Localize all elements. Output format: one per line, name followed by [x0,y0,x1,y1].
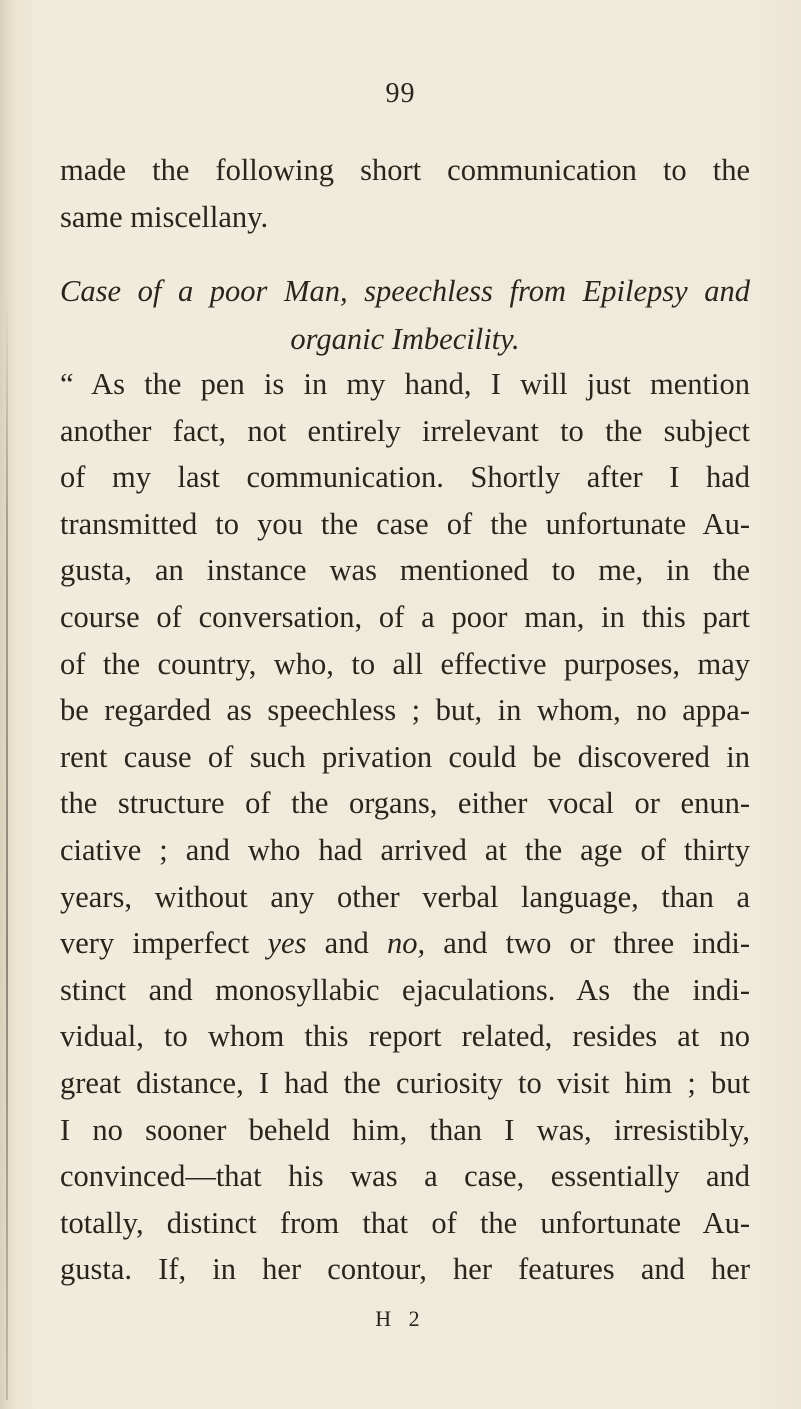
text-line: ciative ; and who had arrived at the age of thirty [60,832,750,867]
text-line: gusta, an instance was mentioned to me, in the [60,553,750,588]
text-line: years, without any other verbal language, than a [60,879,750,914]
text-line: another fact, not entirely irrelevant to the subject [60,413,750,448]
text-line: gusta. If, in her contour, her features and her [60,1252,750,1287]
text-line: be regarded as speechless ; but, in whom, no appa- [60,693,750,728]
text-fragment: and two or three indi- [425,926,750,961]
text-line-yes-no [60,920,750,967]
heading-line: organic Imbecility. [290,322,520,356]
text-line: rent cause of such privation could be discovered in [60,739,750,774]
text-line: vidual, to whom this report related, resides at no [60,1019,750,1054]
text-line: stinct and monosyllabic ejaculations. As the indi- [60,972,750,1007]
text-line: I no sooner beheld him, than I was, irresistibly, [60,1112,750,1147]
signature-mark: H 2 [375,1306,426,1331]
text-line: of my last communication. Shortly after I had [60,460,750,495]
text-line: made the following short communication to the [60,153,750,187]
text-line: totally, distinct from that of the unfortunate Au- [60,1205,750,1240]
text-line: of the country, who, to all effective purposes, may [60,646,750,681]
page-number: 99 [385,78,416,109]
text-line: same miscellany. [60,199,269,234]
italic-no: no, [386,926,426,961]
heading-line: Case of a poor Man, speechless from Epilepsy and [60,274,750,308]
text-fragment: and [306,926,387,961]
text-line: course of conversation, of a poor man, in this part [60,599,750,634]
text-line: transmitted to you the case of the unfortunate Au- [60,506,750,541]
gutter-shadow [6,300,8,1400]
text-line: convinced—that his was a case, essentially and [60,1159,750,1194]
body-paragraph [60,361,750,1293]
text-line: the structure of the organs, either vocal or enun- [60,786,750,821]
intro-paragraph [60,147,750,240]
text-fragment: very imperfect [60,926,268,961]
case-heading [60,267,750,363]
italic-yes: yes [267,926,307,961]
text-line: great distance, I had the curiosity to visit him ; but [60,1065,750,1100]
text-line: “ As the pen is in my hand, I will just mention [60,367,750,401]
